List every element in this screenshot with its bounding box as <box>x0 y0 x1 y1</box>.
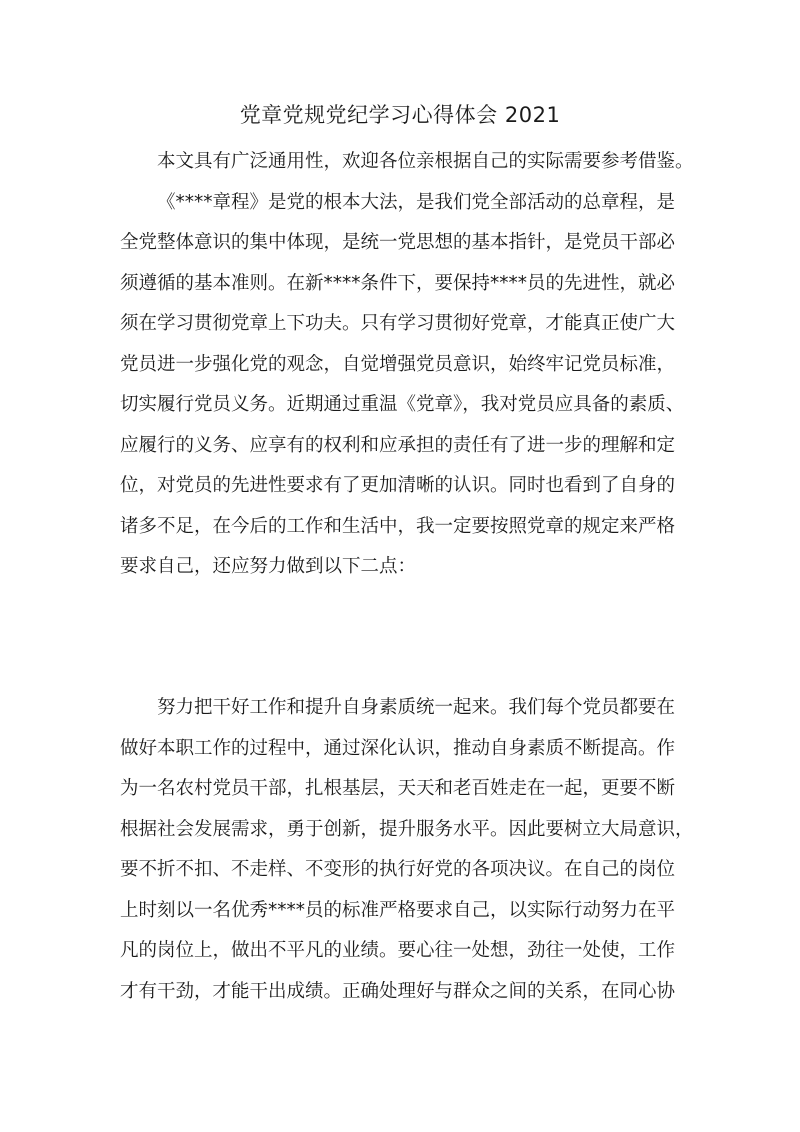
paragraph-line: 党员进一步强化党的观念，自觉增强党员意识，始终牢记党员标准， <box>120 353 676 375</box>
paragraph-intro <box>120 142 694 588</box>
paragraph-line: 上时刻以一名优秀****员的标准严格要求自己，以实际行动努力在平 <box>120 899 676 921</box>
paragraph-line: 根据社会发展需求，勇于创新，提升服务水平。因此要树立大局意识， <box>120 818 694 840</box>
paragraph-line: 切实履行党员义务。近期通过重温《党章》，我对党员应具备的素质、 <box>120 394 685 415</box>
paragraph-line: 要不折不扣、不走样、不变形的执行好党的各项决议。在自己的岗位 <box>120 859 676 880</box>
paragraph-line: 须遵循的基本准则。在新****条件下，要保持****员的先进性，就必 <box>120 272 676 294</box>
paragraph-line: 为一名农村党员干部，扎根基层，天天和老百姓走在一起，更要不断 <box>120 778 676 799</box>
paragraph-line: 凡的岗位上，做出不平凡的业绩。要心往一处想，劲往一处使，工作 <box>120 940 676 961</box>
paragraph-line: 《****章程》是党的根本大法，是我们党全部活动的总章程，是 <box>157 191 676 213</box>
paragraph-line: 全党整体意识的集中体现，是统一党思想的基本指针，是党员干部必 <box>120 232 676 253</box>
paragraph-line: 诸多不足，在今后的工作和生活中，我一定要按照党章的规定来严格 <box>120 515 676 537</box>
paragraph-line: 才有干劲，才能干出成绩。正确处理好与群众之间的关系，在同心协 <box>120 980 676 1002</box>
paragraph-line: 位，对党员的先进性要求有了更加清晰的认识。同时也看到了自身的 <box>120 475 676 496</box>
paragraph-point-one <box>120 688 694 1012</box>
paragraph-line: 做好本职工作的过程中，通过深化认识，推动自身素质不断提高。作 <box>120 737 676 759</box>
paragraph-line: 本文具有广泛通用性，欢迎各位亲根据自己的实际需要参考借鉴。 <box>157 151 694 172</box>
paragraph-line: 要求自己，还应努力做到以下二点： <box>120 556 417 577</box>
paragraph-line: 须在学习贯彻党章上下功夫。只有学习贯彻好党章，才能真正使广大 <box>120 313 676 334</box>
paragraph-line: 努力把干好工作和提升自身素质统一起来。我们每个党员都要在 <box>157 697 676 718</box>
document-title: 党章党规党纪学习心得体会 2021 <box>239 103 561 127</box>
paragraph-line: 应履行的义务、应享有的权利和应承担的责任有了进一步的理解和定 <box>120 434 676 456</box>
